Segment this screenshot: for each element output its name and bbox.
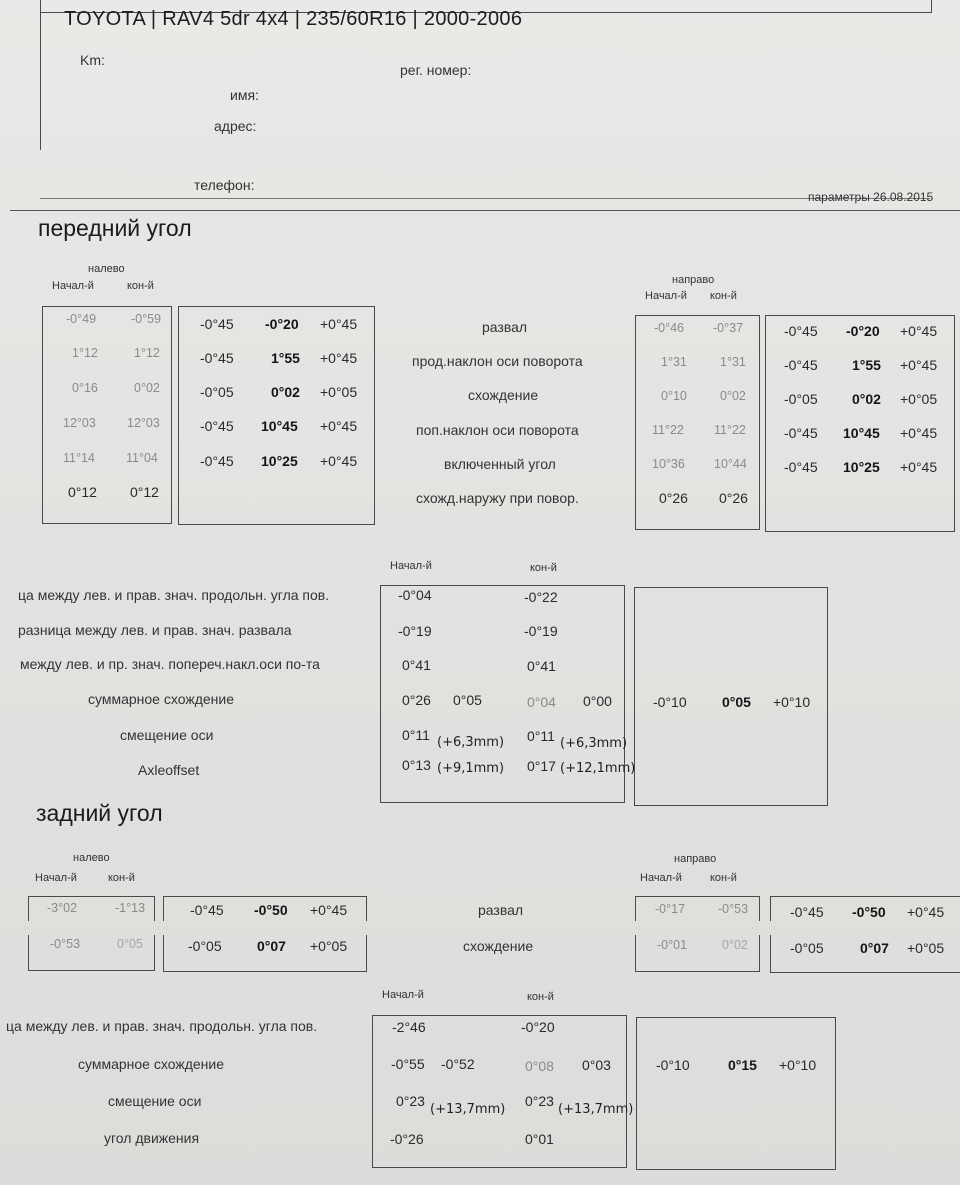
- km-label: Km:: [80, 52, 105, 68]
- front-diff-end-header: кон-й: [530, 562, 557, 574]
- section-divider: [10, 210, 960, 211]
- rear-param-camber: развал: [478, 902, 524, 918]
- front-right-end-value: -0°37: [713, 321, 744, 335]
- front-left-end-header: кон-й: [127, 280, 154, 292]
- front-diff-start-note: (+6,3mm): [437, 735, 505, 750]
- front-right-spec-nominal: 10°25: [843, 459, 880, 475]
- rear-diff-start-note: (+13,7mm): [430, 1102, 506, 1117]
- rear-diff-start: 0°23: [396, 1093, 425, 1109]
- rear-diff-end: 0°01: [525, 1131, 554, 1147]
- front-right-spec-min: -0°45: [784, 357, 818, 373]
- rear-diff-label: суммарное схождение: [78, 1056, 224, 1072]
- rear-diff-spec-max: +0°10: [779, 1057, 817, 1073]
- front-left-spec-nominal: -0°20: [265, 316, 299, 332]
- name-label: имя:: [230, 87, 259, 103]
- front-right-spec-min: -0°05: [784, 391, 818, 407]
- rear-diff-spec-box: [636, 1017, 836, 1170]
- rear-diff-spec-nominal: 0°15: [728, 1057, 757, 1073]
- front-diff-start: 0°41: [402, 657, 431, 673]
- front-right-end-value: 10°44: [714, 457, 747, 471]
- rear-left-end-value: 0°05: [117, 937, 143, 951]
- rear-left-start-value: -3°02: [47, 901, 78, 915]
- rear-right-start-header: Начал-й: [640, 872, 682, 884]
- rear-diff-label: ца между лев. и прав. знач. продольн. угла пов.: [6, 1018, 318, 1034]
- rear-left-end-value: -1°13: [115, 901, 146, 915]
- rear-diff-start: -0°55: [391, 1056, 425, 1072]
- rear-left-spec-min: -0°05: [188, 938, 222, 954]
- rear-right-spec-max: +0°05: [907, 940, 945, 956]
- front-diff-end: 0°11: [527, 728, 555, 744]
- front-param-toe: схождение: [468, 387, 539, 403]
- rear-right-spec-min: -0°45: [790, 904, 824, 920]
- rear-right-end-header: кон-й: [710, 872, 737, 884]
- rear-diff-end-2: 0°03: [582, 1057, 611, 1073]
- front-left-spec-max: +0°05: [320, 384, 358, 400]
- front-right-end-value: 1°31: [720, 355, 746, 369]
- front-right-spec-nominal: 1°55: [852, 357, 881, 373]
- front-right-spec-max: +0°45: [900, 323, 938, 339]
- front-left-end-value: 12°03: [127, 416, 160, 430]
- rear-diff-start-2: -0°52: [441, 1056, 475, 1072]
- front-right-end-value: 11°22: [714, 423, 746, 437]
- rear-diff-spec-min: -0°10: [656, 1057, 690, 1073]
- front-diff-end: 0°04: [527, 694, 556, 710]
- rear-right-start-value: -0°01: [657, 938, 688, 952]
- front-right-heading: направо: [672, 274, 715, 286]
- front-diff-start: 0°13: [402, 757, 431, 773]
- front-left-start-value: 11°14: [63, 451, 95, 465]
- front-diff-start-header: Начал-й: [390, 560, 432, 572]
- front-param-sai: поп.наклон оси поворота: [416, 422, 579, 438]
- front-param-included-angle: включенный угол: [444, 456, 556, 472]
- rear-right-spec-nominal: -0°50: [852, 904, 886, 920]
- rear-left-end-header: кон-й: [108, 872, 135, 884]
- rear-diff-start-header: Начал-й: [382, 989, 424, 1001]
- front-left-spec-min: -0°45: [200, 418, 234, 434]
- rear-left-heading: налево: [73, 852, 110, 864]
- front-param-camber: развал: [482, 319, 528, 335]
- front-right-start-value: 0°10: [661, 389, 687, 403]
- front-left-start-value: 1°12: [72, 346, 98, 360]
- rear-section-title: задний угол: [36, 800, 163, 826]
- front-right-start-value: 11°22: [652, 423, 684, 437]
- front-diff-label: суммарное схождение: [88, 691, 234, 707]
- front-right-spec-min: -0°45: [784, 323, 818, 339]
- front-diff-spec-min: -0°10: [653, 694, 687, 710]
- front-right-start-header: Начал-й: [645, 290, 687, 302]
- header-left-border: [40, 0, 41, 150]
- front-diff-end: 0°41: [527, 658, 556, 674]
- rear-diff-end-header: кон-й: [527, 991, 554, 1003]
- front-left-spec-min: -0°45: [200, 350, 234, 366]
- rear-left-spec-nominal: -0°50: [254, 902, 288, 918]
- front-left-heading: налево: [88, 263, 125, 275]
- front-right-spec-min: -0°45: [784, 425, 818, 441]
- front-diff-end: -0°19: [524, 623, 558, 639]
- front-right-spec-max: +0°45: [900, 357, 938, 373]
- rear-left-spec-min: -0°45: [190, 902, 224, 918]
- front-diff-label: Axleoffset: [138, 762, 200, 778]
- rear-right-end-value: 0°02: [722, 938, 748, 952]
- front-right-spec-nominal: 0°02: [852, 391, 881, 407]
- front-right-spec-nominal: -0°20: [846, 323, 880, 339]
- address-label: адрес:: [214, 118, 257, 134]
- front-left-start-value: 12°03: [63, 416, 96, 430]
- front-left-start-value: 0°16: [72, 381, 98, 395]
- front-left-end-value: -0°59: [131, 312, 162, 326]
- front-left-end-value: 0°12: [130, 484, 159, 500]
- rear-diff-end: -0°20: [521, 1019, 555, 1035]
- front-diff-end-note: (+12,1mm): [560, 761, 636, 776]
- front-diff-spec-max: +0°10: [773, 694, 811, 710]
- front-diff-end-note: (+6,3mm): [560, 736, 628, 751]
- rear-right-heading: направо: [674, 853, 717, 865]
- front-right-spec-nominal: 10°45: [843, 425, 880, 441]
- front-diff-label: смещение оси: [120, 727, 214, 743]
- front-diff-label: ца между лев. и прав. знач. продольн. угла пов.: [18, 587, 330, 603]
- front-left-spec-min: -0°05: [200, 384, 234, 400]
- front-diff-start-2: 0°05: [453, 692, 482, 708]
- front-right-start-value: -0°46: [654, 321, 685, 335]
- rear-diff-start: -2°46: [392, 1019, 426, 1035]
- front-diff-end-2: 0°00: [583, 693, 612, 709]
- front-left-spec-max: +0°45: [320, 316, 358, 332]
- vehicle-title: TOYOTA | RAV4 5dr 4x4 | 235/60R16 | 2000-2006: [64, 8, 523, 30]
- front-right-start-value: 10°36: [652, 457, 685, 471]
- reg-number-label: рег. номер:: [400, 62, 472, 78]
- front-left-end-value: 1°12: [134, 346, 160, 360]
- front-left-spec-min: -0°45: [200, 453, 234, 469]
- front-right-end-header: кон-й: [710, 290, 737, 302]
- front-right-spec-max: +0°45: [900, 425, 938, 441]
- rear-left-spec-max: +0°45: [310, 902, 348, 918]
- rear-left-start-header: Начал-й: [35, 872, 77, 884]
- rear-right-spec-min: -0°05: [790, 940, 824, 956]
- rear-left-start-value: -0°53: [50, 937, 81, 951]
- params-date: параметры 26.08.2015: [808, 190, 934, 204]
- rear-diff-start: -0°26: [390, 1131, 424, 1147]
- front-right-spec-max: +0°45: [900, 459, 938, 475]
- rear-diff-end: 0°08: [525, 1058, 554, 1074]
- front-section-title: передний угол: [38, 215, 192, 241]
- header-divider: [40, 198, 930, 199]
- front-right-start-value: 1°31: [661, 355, 687, 369]
- front-left-end-value: 0°02: [134, 381, 160, 395]
- rear-right-start-value: -0°17: [655, 902, 686, 916]
- front-diff-label: между лев. и пр. знач. попереч.накл.оси по-та: [20, 656, 320, 672]
- front-diff-start: -0°04: [398, 587, 432, 603]
- rear-param-toe: схождение: [463, 938, 534, 954]
- rear-diff-label: угол движения: [104, 1130, 200, 1146]
- front-param-toe-out-turns: схожд.наружу при повор.: [416, 490, 579, 506]
- front-diff-start: 0°11: [402, 727, 430, 743]
- front-left-spec-max: +0°45: [320, 418, 358, 434]
- front-left-spec-nominal: 1°55: [271, 350, 300, 366]
- front-right-spec-min: -0°45: [784, 459, 818, 475]
- front-left-spec-max: +0°45: [320, 453, 358, 469]
- rear-diff-end-note: (+13,7mm): [558, 1102, 634, 1117]
- rear-right-spec-max: +0°45: [907, 904, 945, 920]
- front-right-spec-max: +0°05: [900, 391, 938, 407]
- front-left-start-value: -0°49: [66, 312, 97, 326]
- front-left-spec-nominal: 10°45: [261, 418, 298, 434]
- rear-diff-end: 0°23: [525, 1093, 554, 1109]
- front-diff-end: -0°22: [524, 589, 558, 605]
- rear-left-spec-nominal: 0°07: [257, 938, 286, 954]
- front-left-spec-nominal: 0°02: [271, 384, 300, 400]
- front-right-start-value: 0°26: [659, 490, 688, 506]
- front-diff-start: -0°19: [398, 623, 432, 639]
- front-right-end-value: 0°02: [720, 389, 746, 403]
- rear-right-end-value: -0°53: [718, 902, 749, 916]
- front-right-end-value: 0°26: [719, 490, 748, 506]
- front-diff-label: разница между лев. и прав. знач. развала: [18, 622, 292, 638]
- front-left-spec-nominal: 10°25: [261, 453, 298, 469]
- front-left-end-value: 11°04: [126, 451, 158, 465]
- rear-left-spec-max: +0°05: [310, 938, 348, 954]
- rear-diff-label: смещение оси: [108, 1093, 202, 1109]
- front-left-spec-min: -0°45: [200, 316, 234, 332]
- front-right-spec-box: [765, 315, 955, 532]
- front-diff-spec-nominal: 0°05: [722, 694, 751, 710]
- front-left-spec-box: [178, 306, 375, 525]
- front-left-spec-max: +0°45: [320, 350, 358, 366]
- phone-label: телефон:: [194, 177, 255, 193]
- front-diff-end: 0°17: [527, 758, 556, 774]
- front-param-caster: прод.наклон оси поворота: [412, 353, 583, 369]
- front-diff-start: 0°26: [402, 692, 431, 708]
- front-diff-start-note: (+9,1mm): [437, 761, 505, 776]
- front-left-start-value: 0°12: [68, 484, 97, 500]
- rear-right-spec-nominal: 0°07: [860, 940, 889, 956]
- front-left-start-header: Начал-й: [52, 280, 94, 292]
